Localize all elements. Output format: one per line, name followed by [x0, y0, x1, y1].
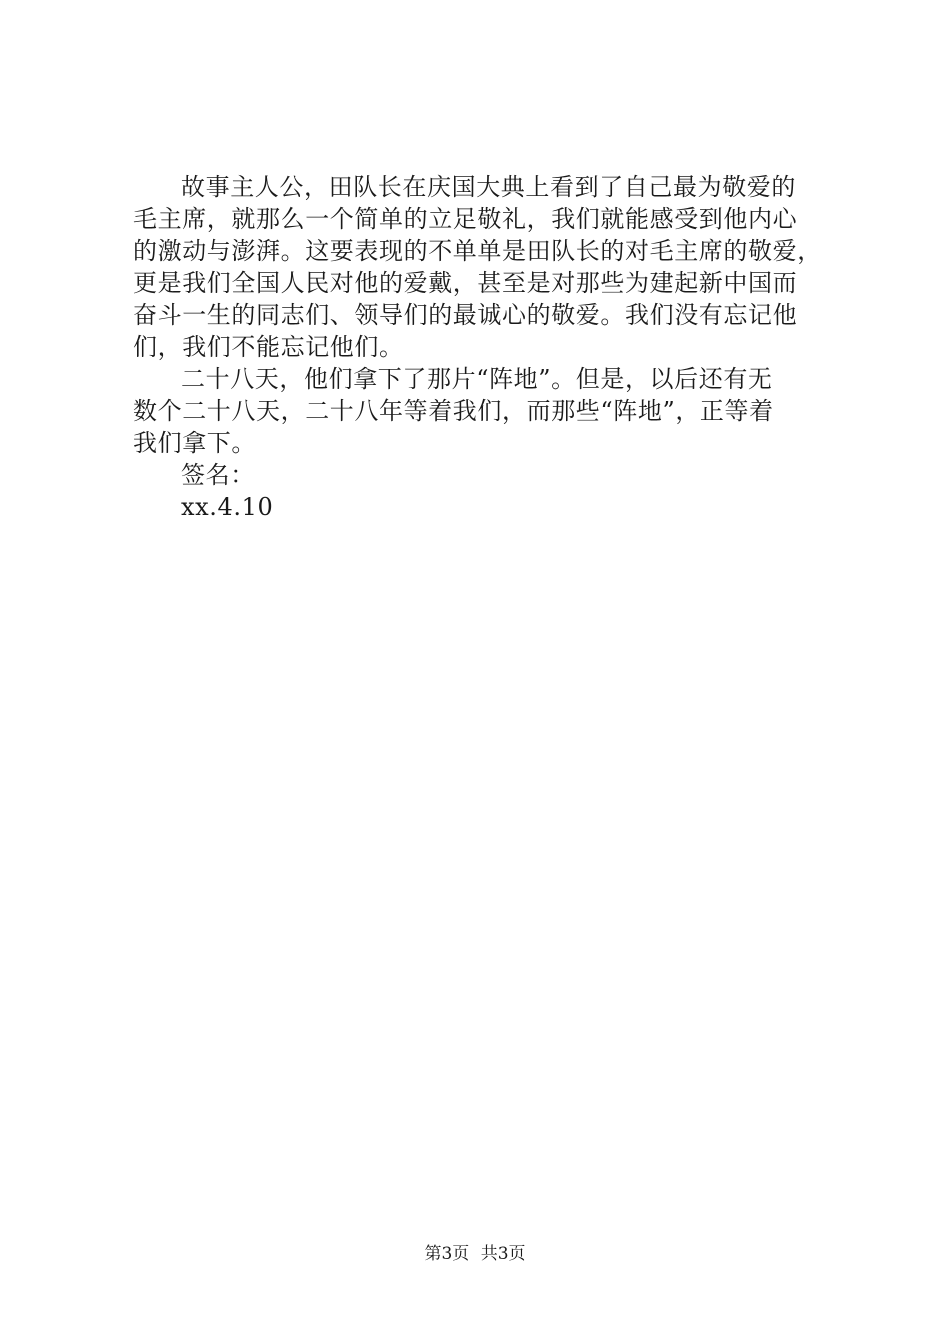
paragraph-1-line-1: 故事主人公，田队长在庆国大典上看到了自己最为敬爱的 [181, 173, 796, 201]
paragraph-1-line-4: 更是我们全国人民对他的爱戴，甚至是对那些为建起新中国而 [133, 269, 798, 297]
paragraph-1-line-3: 的激动与澎湃。这要表现的不单单是田队长的对毛主席的敬爱， [133, 237, 822, 265]
paragraph-2-line-3: 我们拿下。 [133, 429, 256, 457]
signature-label: 签名： [181, 461, 255, 489]
paragraph-1-line-6: 们，我们不能忘记他们。 [133, 333, 404, 361]
page-number: 第3页 [424, 1244, 470, 1264]
page-total: 共3页 [480, 1244, 526, 1264]
signature-date: xx.4.10 [181, 493, 274, 521]
page-footer [0, 1243, 950, 1265]
paragraph-2-line-2: 数个二十八天，二十八年等着我们，而那些“阵地”，正等着 [133, 397, 774, 425]
paragraph-1-line-5: 奋斗一生的同志们、领导们的最诚心的敬爱。我们没有忘记他 [133, 301, 798, 329]
body-text [133, 171, 833, 523]
paragraph-2-line-1: 二十八天，他们拿下了那片“阵地”。但是，以后还有无 [181, 365, 773, 393]
paragraph-1-line-2: 毛主席，就那么一个简单的立足敬礼，我们就能感受到他内心 [133, 205, 798, 233]
